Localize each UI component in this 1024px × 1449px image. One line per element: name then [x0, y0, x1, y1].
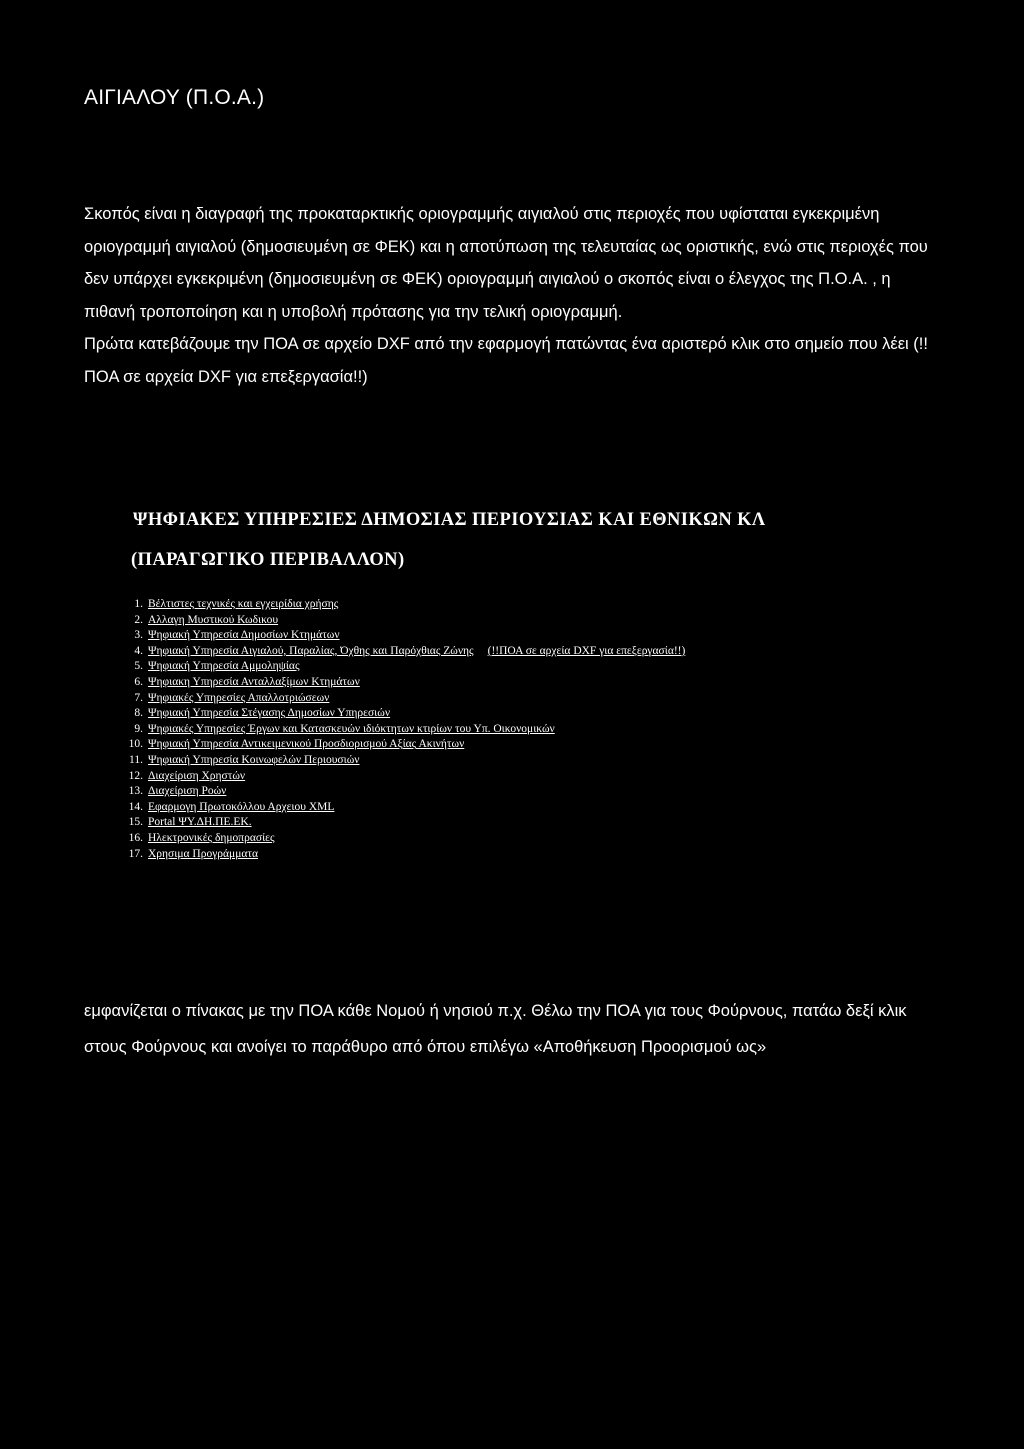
service-list-item: [133, 675, 953, 691]
service-list-item: [133, 597, 953, 613]
portal-screenshot: [128, 500, 953, 862]
service-link[interactable]: Ψηφιακές Υπηρεσίες Απαλλοτριώσεων: [148, 691, 330, 704]
service-number: 2.: [134, 613, 143, 626]
service-list-item: [133, 722, 953, 738]
service-number: 15.: [128, 816, 143, 829]
service-link[interactable]: Διαχείριση Χρηστών: [148, 769, 246, 782]
service-link[interactable]: Εφαρμογη Πρωτοκόλλου Αρχειου XML: [148, 800, 335, 813]
service-number: 6.: [134, 675, 143, 688]
service-number: 12.: [128, 769, 143, 782]
service-link[interactable]: Βέλτιστες τεχνικές και εγχειρίδια χρήσης: [148, 598, 339, 610]
service-list-item: [128, 769, 953, 785]
service-link[interactable]: Χρησιμα Προγράμματα: [148, 847, 259, 860]
service-list-item: [133, 706, 953, 722]
service-number: 4.: [134, 644, 143, 657]
service-link[interactable]: Αλλαγη Μυστικού Κωδικου: [148, 613, 279, 626]
portal-title-line2: (ΠΑΡΑΓΩΓΙΚΟ ΠΕΡΙΒΑΛΛΟΝ): [131, 550, 405, 570]
portal-title: [133, 500, 953, 580]
service-number: 7.: [134, 691, 143, 704]
service-list-item: [128, 800, 953, 816]
service-link[interactable]: Ψηφιακή Υπηρεσία Κοινωφελών Περιουσιών: [148, 753, 360, 766]
page-heading: ΑΙΓΙΑΛΟΥ (Π.Ο.Α.): [84, 86, 265, 109]
service-number: 1.: [134, 598, 143, 610]
service-link[interactable]: Ψηφιακη Υπηρεσία Ανταλλαξίμων Κτημάτων: [148, 675, 360, 688]
service-list-item: [133, 628, 953, 644]
service-link[interactable]: Ψηφιακή Υπηρεσία Αντικειμενικού Προσδιορισμού Αξίας Ακινήτων: [148, 738, 465, 751]
service-number: 9.: [134, 722, 143, 735]
service-link[interactable]: Portal ΨΥ.ΔΗ.ΠΕ.ΕΚ.: [148, 816, 252, 829]
poa-dxf-download-link[interactable]: (!!ΠΟΑ σε αρχεία DXF για επεξεργασία!!): [487, 644, 686, 657]
service-list-item: [128, 847, 953, 863]
service-number: 14.: [128, 800, 143, 813]
service-number: 8.: [134, 707, 143, 720]
service-number: 17.: [128, 847, 143, 860]
service-list-item: [128, 784, 953, 800]
service-link[interactable]: Ηλεκτρονικές δημοπρασίες: [148, 831, 275, 844]
service-list-item: [133, 691, 953, 707]
service-number: 5.: [134, 660, 143, 673]
service-list-item: [128, 815, 953, 831]
service-link[interactable]: Ψηφιακή Υπηρεσία Αιγιαλού, Παραλίας, Όχθης και Παρόχθιας Ζώνης: [148, 644, 474, 657]
service-number: 10.: [128, 738, 143, 751]
intro-text: [84, 198, 934, 393]
outro-text: εμφανίζεται ο πίνακας με την ΠΟΑ κάθε Νομού ή νησιού π.χ. Θέλω την ΠΟΑ για τους Φούρνους, πατάω δεξί κλικ στους Φούρνους και ανοίγει το παράθυρο από όπου επιλέγω «Αποθήκευση Προορισμού ως»: [84, 1002, 907, 1056]
service-list-item: [129, 753, 953, 769]
portal-title-line1: ΨΗΦΙΑΚΕΣ ΥΠΗΡΕΣΙΕΣ ΔΗΜΟΣΙΑΣ ΠΕΡΙΟΥΣΙΑΣ ΚΑΙ ΕΘΝΙΚΩΝ ΚΛ: [133, 510, 766, 530]
service-list-item: [133, 613, 953, 629]
service-link[interactable]: Ψηφιακές Υπηρεσίες Έργων και Κατασκευών ιδιόκτητων κτιρίων του Υπ. Οικονομικών: [148, 722, 555, 735]
service-number: 3.: [134, 629, 143, 642]
service-list-item: [128, 737, 953, 753]
service-link[interactable]: Ψηφιακή Υπηρεσία Στέγασης Δημοσίων Υπηρεσιών: [148, 707, 391, 720]
service-list-item: [128, 831, 953, 847]
service-number: 11.: [129, 753, 143, 766]
service-number: 13.: [128, 785, 143, 798]
intro-paragraph-purpose: Σκοπός είναι η διαγραφή της προκαταρκτικής οριογραμμής αιγιαλού στις περιοχές που υφίσταται εγκεκριμένη οριογραμμή αιγιαλού (δημοσιευμένη σε ΦΕΚ) και η αποτύπωση της τελευταίας ως οριστικής, ενώ στις περιοχές που δεν υπάρχει εγκεκριμένη (δημοσιευμένη σε ΦΕΚ) οριογραμμή αιγιαλού ο σκοπός είναι ο έλεγχος της Π.Ο.Α. , η πιθανή τροποποίηση και η υποβολή πρότασης για την τελική οριογραμμή.: [84, 205, 928, 321]
service-list: [128, 597, 953, 862]
service-link[interactable]: Ψηφιακή Υπηρεσία Δημοσίων Κτημάτων: [148, 629, 340, 642]
service-list-item: [133, 659, 953, 675]
service-number: 16.: [128, 831, 143, 844]
intro-paragraph-instructions: Πρώτα κατεβάζουμε την ΠΟΑ σε αρχείο DXF από την εφαρμογή πατώντας ένα αριστερό κλικ στο σημείο που λέει (!! ΠΟΑ σε αρχεία DXF για επεξεργασία!!): [84, 335, 928, 386]
service-link[interactable]: Ψηφιακή Υπηρεσία Αμμοληψίας: [148, 660, 300, 673]
service-link[interactable]: Διαχείριση Ροών: [148, 785, 227, 798]
service-list-item: [133, 644, 953, 660]
